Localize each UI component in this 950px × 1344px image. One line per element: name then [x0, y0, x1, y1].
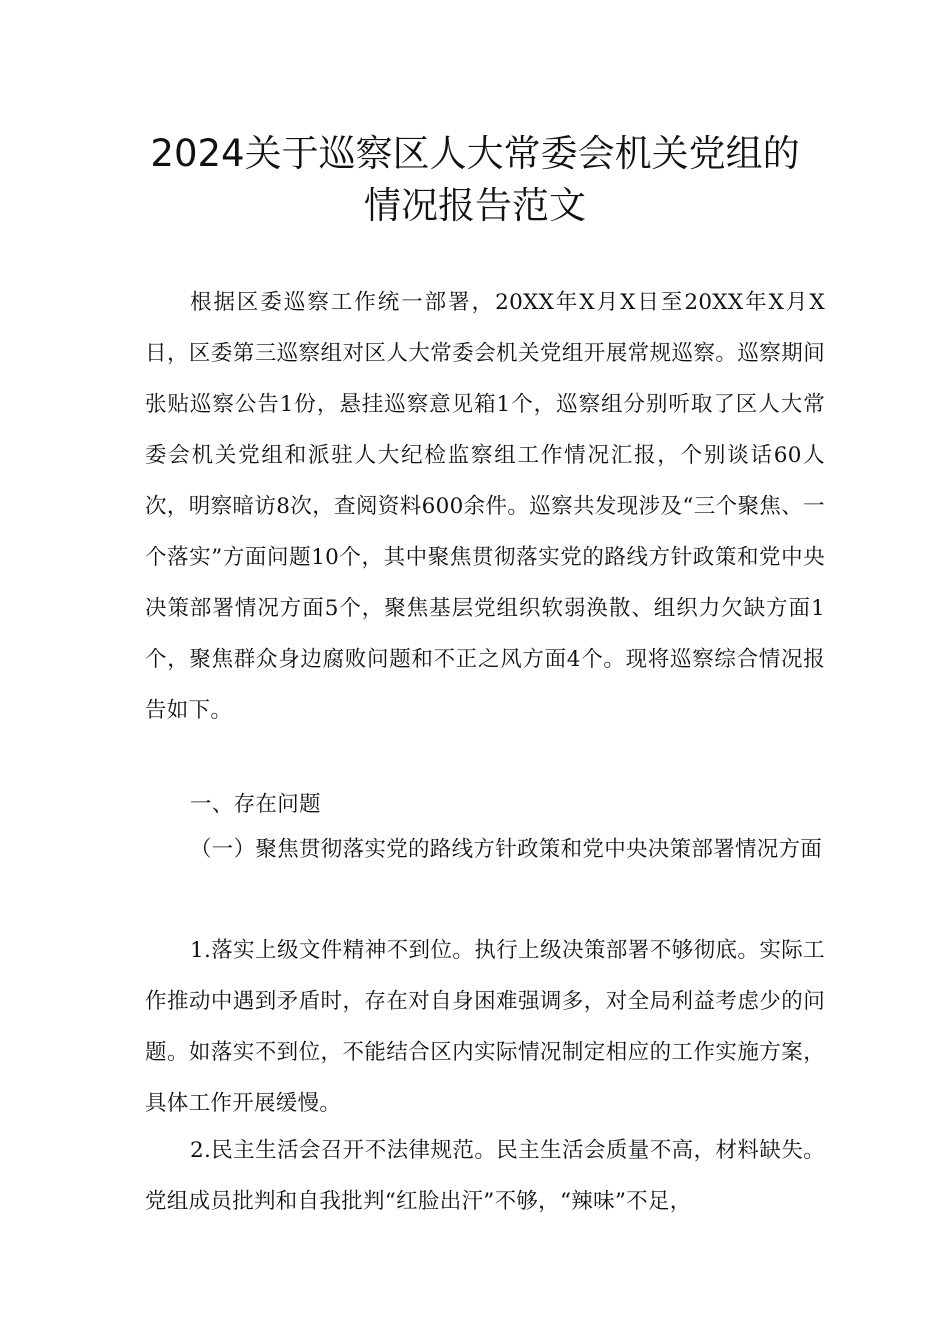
issue-item-1: 1.落实上级文件精神不到位。执行上级决策部署不够彻底。实际工作推动中遇到矛盾时，存在对自身困难强调多，对全局利益考虑少的问题。如落实不到位，不能结合区内实际情况制定相应的工作实施方案，具体工作开展缓慢。 [145, 938, 825, 1116]
sub-heading: （一）聚焦贯彻落实党的路线方针政策和党中央决策部署情况方面 [190, 837, 823, 862]
intro-paragraph: 根据区委巡察工作统一部署，20XX年X月X日至20XX年X月X日，区委第三巡察组对区人大常委会机关党组开展常规巡察。巡察期间张贴巡察公告1份，悬挂巡察意见箱1个，巡察组分别听取了区人大常委会机关党组和派驻人大纪检监察组工作情况汇报，个别谈话60人次，明察暗访8次，查阅资料600余件。巡察共发现涉及“三个聚焦、一个落实”方面问题10个，其中聚焦贯彻落实党的路线方针政策和党中央决策部署情况方面5个，聚焦基层党组织软弱涣散、组织力欠缺方面1个，聚焦群众身边腐败问题和不正之风方面4个。现将巡察综合情况报告如下。 [145, 290, 825, 723]
document-title-line-2: 情况报告范文 [364, 184, 586, 227]
section-heading: 一、存在问题 [190, 792, 321, 817]
issue-item-2: 2.民主生活会召开不法律规范。民主生活会质量不高，材料缺失。党组成员批判和自我批判“红脸出汗”不够，“辣味”不足， [145, 1138, 825, 1214]
document-title-line-1: 2024关于巡察区人大常委会机关党组的 [150, 132, 800, 175]
